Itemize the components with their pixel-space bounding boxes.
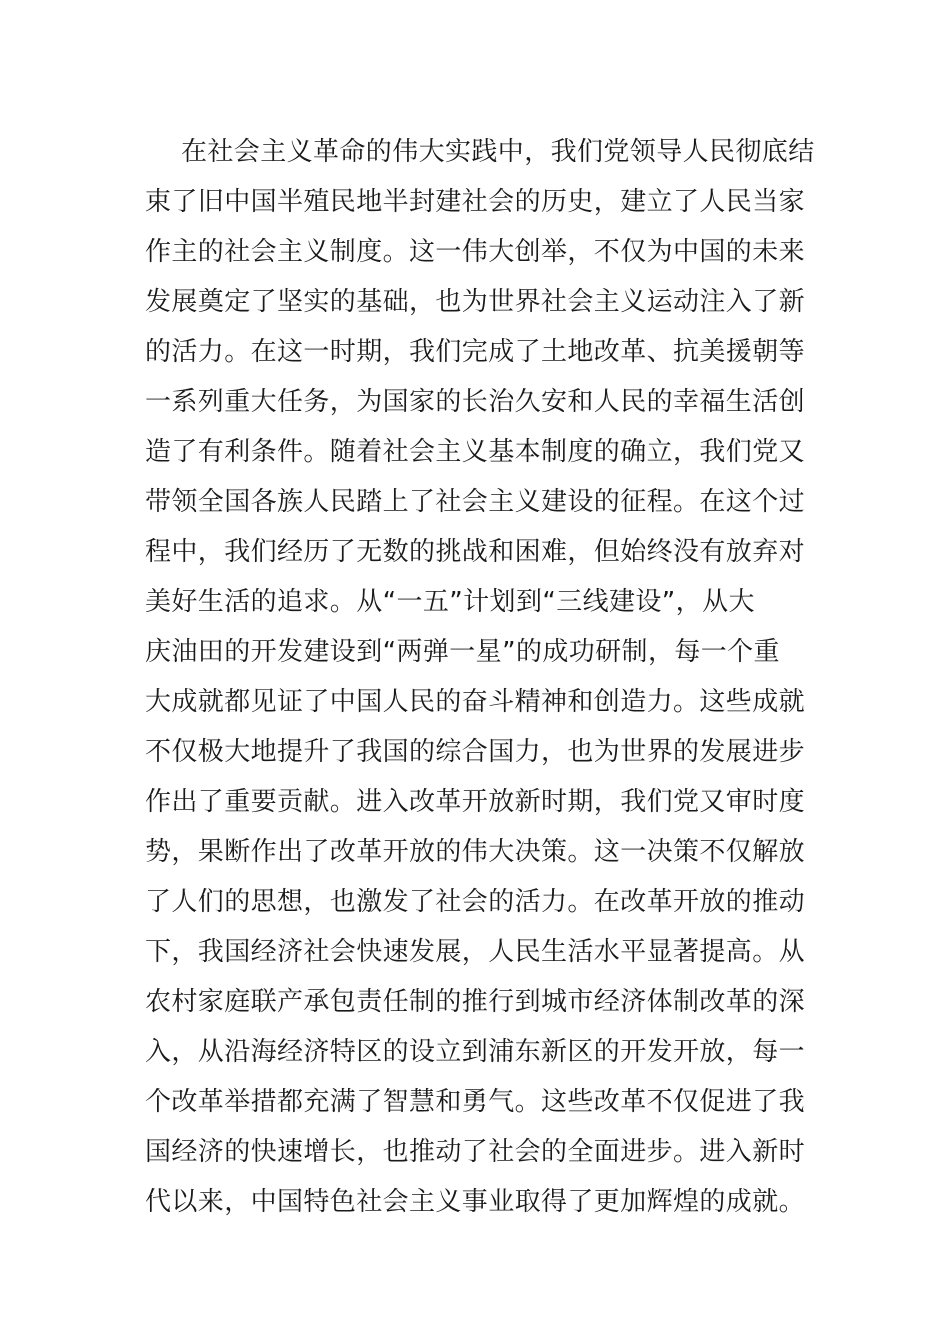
paragraph-line: 庆油田的开发建设到“两弹一星”的成功研制，每一个重 (145, 637, 780, 667)
paragraph-line: 大成就都见证了中国人民的奋斗精神和创造力。这些成就 (145, 687, 806, 717)
paragraph-line: 了人们的思想，也激发了社会的活力。在改革开放的推动 (145, 887, 806, 917)
paragraph-line: 下，我国经济社会快速发展，人民生活水平显著提高。从 (145, 937, 806, 967)
paragraph-line: 在社会主义革命的伟大实践中，我们党领导人民彻底结 (181, 137, 815, 167)
paragraph-line: 入，从沿海经济特区的设立到浦东新区的开发开放，每一 (145, 1037, 806, 1067)
paragraph-line: 发展奠定了坚实的基础，也为世界社会主义运动注入了新 (145, 287, 806, 317)
paragraph-line: 造了有利条件。随着社会主义基本制度的确立，我们党又 (145, 437, 806, 467)
paragraph-line: 国经济的快速增长，也推动了社会的全面进步。进入新时 (145, 1137, 806, 1167)
paragraph-line: 程中，我们经历了无数的挑战和困难，但始终没有放弃对 (145, 537, 806, 567)
paragraph-line: 一系列重大任务，为国家的长治久安和人民的幸福生活创 (145, 387, 806, 417)
paragraph-line: 不仅极大地提升了我国的综合国力，也为世界的发展进步 (145, 737, 806, 767)
paragraph-line: 带领全国各族人民踏上了社会主义建设的征程。在这个过 (145, 487, 806, 517)
paragraph-line: 束了旧中国半殖民地半封建社会的历史，建立了人民当家 (145, 187, 806, 217)
paragraph-line: 农村家庭联产承包责任制的推行到城市经济体制改革的深 (145, 987, 806, 1017)
paragraph-line: 代以来，中国特色社会主义事业取得了更加辉煌的成就。 (145, 1187, 806, 1217)
paragraph-line: 个改革举措都充满了智慧和勇气。这些改革不仅促进了我 (145, 1087, 806, 1117)
paragraph-line: 美好生活的追求。从“一五”计划到“三线建设”，从大 (145, 587, 755, 617)
paragraph (145, 127, 815, 1227)
paragraph-line: 作出了重要贡献。进入改革开放新时期，我们党又审时度 (145, 787, 806, 817)
paragraph-line: 势，果断作出了改革开放的伟大决策。这一决策不仅解放 (145, 837, 806, 867)
paragraph-line: 作主的社会主义制度。这一伟大创举，不仅为中国的未来 (145, 237, 806, 267)
paragraph-line: 的活力。在这一时期，我们完成了土地改革、抗美援朝等 (145, 337, 806, 367)
